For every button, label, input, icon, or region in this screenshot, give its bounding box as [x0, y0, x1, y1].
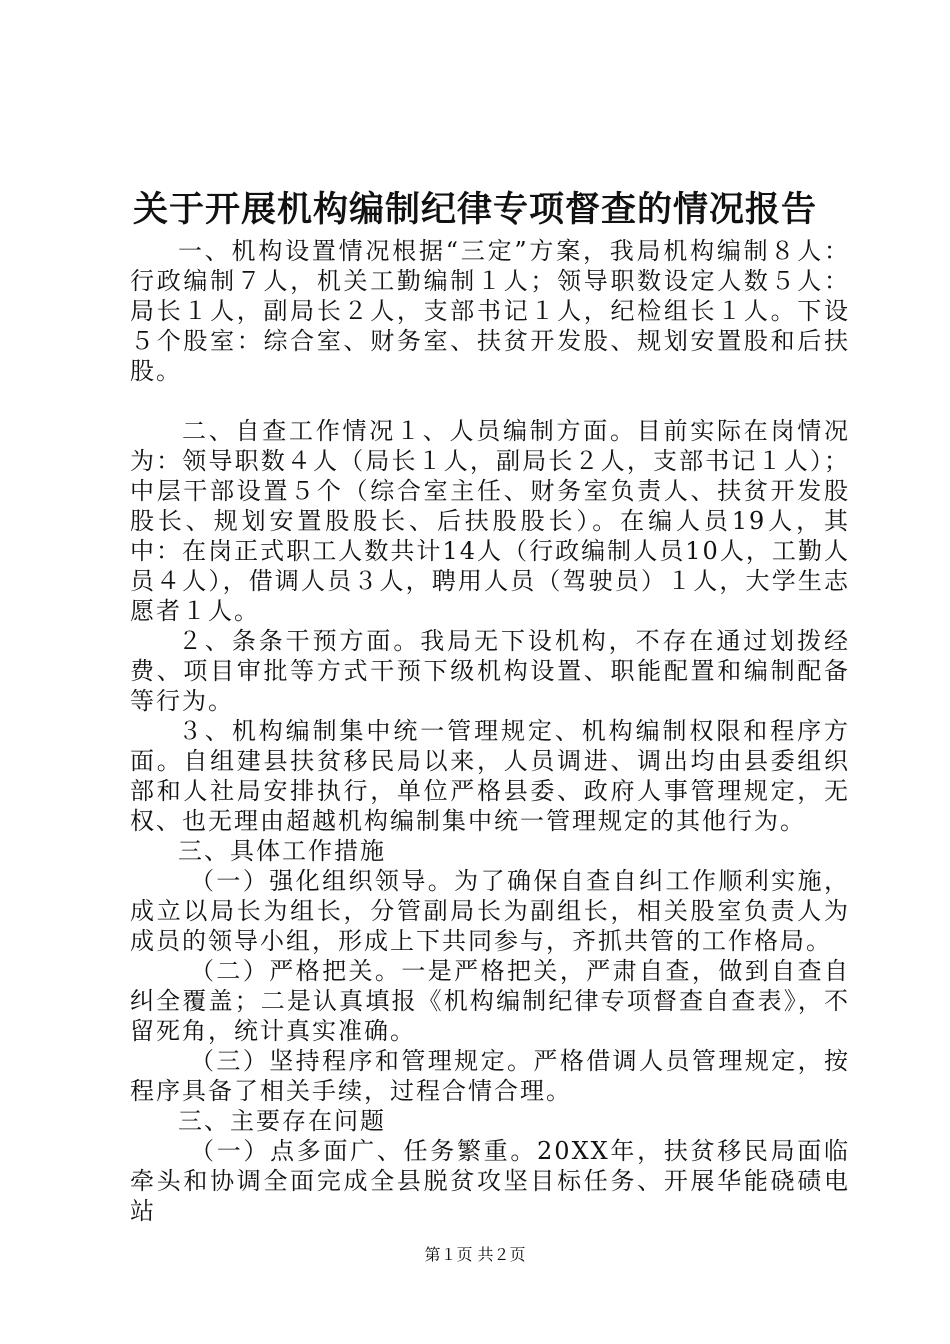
paragraph-problem-1: （一）点多面广、任务繁重。20XX年，扶贫移民局面临牵头和协调全面完成全县脱贫攻坚目标任务、开展华能硗碛电站: [130, 1137, 850, 1225]
paragraph-interference: ２、条条干预方面。我局无下设机构，不存在通过划拨经费、项目审批等方式干预下级机构设置、职能配置和编制配备等行为。: [130, 627, 850, 715]
paragraph-institution-setup: 一、机构设置情况根据“三定”方案，我局机构编制８人：行政编制７人，机关工勤编制１人；领导职数设定人数５人：局长１人，副局长２人，支部书记１人，纪检组长１人。下设５个股室：综合室、财务室、扶贫开发股、规划安置股和后扶股。: [130, 237, 850, 385]
document-title: 关于开展机构编制纪律专项督查的情况报告: [132, 189, 817, 230]
paragraph-measure-1: （一）强化组织领导。为了确保自查自纠工作顺利实施，成立以局长为组长，分管副局长为副组长，相关股室负责人为成员的领导小组，形成上下共同参与，齐抓共管的工作格局。: [130, 867, 850, 955]
heading-problems: 三、主要存在问题: [178, 1107, 386, 1135]
paragraph-measure-2: （二）严格把关。一是严格把关，严肃自查，做到自查自纠全覆盖；二是认真填报《机构编制纪律专项督查自查表》，不留死角，统计真实准确。: [130, 957, 850, 1045]
paragraph-self-inspection: 二、自查工作情况１、人员编制方面。目前实际在岗情况为：领导职数４人（局长１人，副局长２人，支部书记１人）；中层干部设置５个（综合室主任、财务室负责人、扶贫开发股股长、规划安置股股长、后扶股股长）。在编人员19人，其中：在岗正式职工人数共计14人（行政编制人员10人，工勤人员４人），借调人员３人，聘用人员（驾驶员）１人，大学生志愿者１人。: [130, 417, 850, 625]
paragraph-unified-management: ３、机构编制集中统一管理规定、机构编制权限和程序方面。自组建县扶贫移民局以来，人员调进、调出均由县委组织部和人社局安排执行，单位严格县委、政府人事管理规定，无权、也无理由超越机构编制集中统一管理规定的其他行为。: [130, 717, 850, 835]
paragraph-measure-3: （三）坚持程序和管理规定。严格借调人员管理规定，按程序具备了相关手续，过程合情合理。: [130, 1047, 850, 1105]
page-footer: 第１页 共２页: [424, 1245, 526, 1264]
document-body: [130, 236, 850, 1226]
heading-measures: 三、具体工作措施: [178, 837, 386, 865]
